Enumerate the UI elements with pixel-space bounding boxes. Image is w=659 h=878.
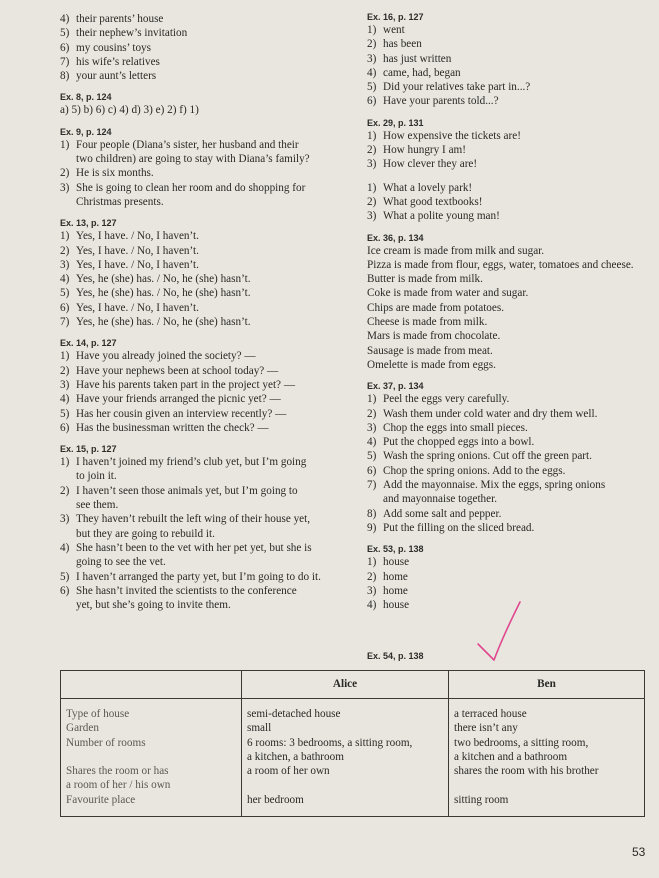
list-item bbox=[60, 541, 342, 570]
answer-list bbox=[60, 455, 342, 612]
list-item bbox=[367, 555, 649, 569]
list-item bbox=[60, 421, 342, 435]
item-text: Has her cousin given an interview recently? — bbox=[76, 407, 287, 420]
ben-cell-line: two bedrooms, a sitting room, bbox=[454, 736, 589, 749]
exercise-36 bbox=[367, 233, 649, 373]
item-text: Yes, I have. / No, I haven’t. bbox=[76, 230, 199, 243]
item-number: 4) bbox=[60, 273, 70, 286]
exercise-title: Ex. 8, p. 124 bbox=[60, 92, 112, 103]
ben-column bbox=[449, 699, 645, 817]
list-item bbox=[367, 37, 649, 51]
item-number: 4) bbox=[60, 541, 70, 554]
page-number: 53 bbox=[632, 845, 646, 859]
item-number: 3) bbox=[367, 210, 377, 223]
item-line: two children) are going to stay with Diana’s family? bbox=[76, 153, 310, 166]
list-item bbox=[60, 315, 342, 329]
list-item bbox=[367, 143, 649, 157]
item-text: What good textbooks! bbox=[383, 195, 483, 208]
item-line: but they are going to rebuild it. bbox=[76, 527, 215, 540]
item-text: house bbox=[383, 599, 410, 612]
item-number: 7) bbox=[60, 316, 70, 329]
ben-cell-line bbox=[454, 778, 639, 792]
row-label: Number of rooms bbox=[66, 736, 146, 749]
item-text: your aunt’s letters bbox=[76, 70, 157, 83]
list-item bbox=[367, 209, 649, 223]
ben-cell-line: there isn’t any bbox=[454, 722, 518, 735]
alice-cell-line: small bbox=[247, 722, 272, 735]
left-column bbox=[60, 12, 342, 621]
answer-line: Chips are made from potatoes. bbox=[367, 301, 505, 314]
item-text: home bbox=[383, 584, 408, 597]
item-number: 8) bbox=[367, 507, 377, 520]
item-number: 2) bbox=[367, 38, 377, 51]
list-item bbox=[367, 392, 649, 406]
item-text: Have you already joined the society? — bbox=[76, 350, 256, 363]
answer-line: Butter is made from milk. bbox=[367, 273, 483, 286]
item-line: I haven’t seen those animals yet, but I’m going to bbox=[76, 484, 298, 497]
item-number: 3) bbox=[367, 421, 377, 434]
header-cell-alice: Alice bbox=[242, 671, 449, 699]
answer-list bbox=[367, 181, 649, 224]
item-line: to join it. bbox=[76, 470, 117, 483]
item-number: 3) bbox=[60, 258, 70, 271]
ben-cell-line: a kitchen and a bathroom bbox=[454, 750, 568, 763]
item-number: 7) bbox=[60, 55, 70, 68]
alice-column bbox=[242, 699, 449, 817]
item-line: Christmas presents. bbox=[76, 195, 164, 208]
item-line: She hasn’t invited the scientists to the conference bbox=[76, 584, 297, 597]
item-text: came, had, began bbox=[383, 66, 461, 79]
item-number: 4) bbox=[367, 436, 377, 449]
exercise-title: Ex. 29, p. 131 bbox=[367, 117, 424, 128]
list-item bbox=[367, 157, 649, 171]
item-number: 2) bbox=[367, 407, 377, 420]
answer-list bbox=[60, 138, 342, 209]
item-number: 8) bbox=[60, 70, 70, 83]
list-item bbox=[367, 421, 649, 435]
list-item bbox=[367, 181, 649, 195]
row-label: a room of her / his own bbox=[66, 779, 171, 792]
exercise-title: Ex. 14, p. 127 bbox=[60, 338, 117, 349]
list-item bbox=[60, 570, 342, 584]
item-number: 5) bbox=[60, 407, 70, 420]
item-number: 1) bbox=[367, 24, 377, 36]
item-text: Did your relatives take part in...? bbox=[383, 81, 531, 94]
item-number: 4) bbox=[367, 66, 377, 79]
list-item bbox=[367, 570, 649, 584]
item-number: 1) bbox=[367, 181, 377, 194]
item-number: 1) bbox=[367, 393, 377, 406]
alice-cell-line bbox=[247, 778, 443, 792]
alice-cell-line: semi-detached house bbox=[247, 708, 341, 720]
row-label bbox=[66, 750, 236, 764]
item-line: see them. bbox=[76, 499, 119, 512]
pen-check-mark-icon bbox=[476, 600, 522, 662]
alice-cell-line: 6 rooms: 3 bedrooms, a sitting room, bbox=[247, 736, 413, 749]
list-item bbox=[60, 378, 342, 392]
list-item bbox=[367, 521, 649, 535]
table-row bbox=[61, 699, 645, 817]
row-label: Garden bbox=[66, 722, 99, 735]
answer-line: Mars is made from chocolate. bbox=[367, 330, 501, 343]
exercise-title: Ex. 54, p. 138 bbox=[367, 651, 424, 661]
list-item bbox=[60, 272, 342, 286]
item-line: Peel the eggs very carefully. bbox=[383, 393, 510, 406]
list-item bbox=[60, 392, 342, 406]
list-item bbox=[60, 41, 342, 55]
exercise-15 bbox=[60, 444, 342, 612]
item-number: 6) bbox=[60, 301, 70, 314]
item-number: 6) bbox=[367, 464, 377, 477]
item-number: 1) bbox=[367, 129, 377, 142]
item-text: my cousins’ toys bbox=[76, 41, 151, 54]
list-item bbox=[367, 464, 649, 478]
exercise-13 bbox=[60, 218, 342, 329]
list-item bbox=[367, 584, 649, 598]
item-line: She is going to clean her room and do shopping for bbox=[76, 181, 306, 194]
item-text: has just written bbox=[383, 52, 452, 65]
answer-line: Coke is made from water and sugar. bbox=[367, 287, 529, 300]
answer-list bbox=[60, 229, 342, 329]
list-item bbox=[367, 52, 649, 66]
item-number: 3) bbox=[60, 181, 70, 194]
item-line: yet, but she’s going to invite them. bbox=[76, 599, 231, 612]
item-number: 5) bbox=[367, 81, 377, 94]
item-text: How expensive the tickets are! bbox=[383, 129, 521, 142]
list-item bbox=[60, 484, 342, 513]
list-item bbox=[367, 435, 649, 449]
item-line: Add the mayonnaise. Mix the eggs, spring onions bbox=[383, 479, 606, 492]
item-text: What a polite young man! bbox=[383, 210, 500, 223]
item-number: 1) bbox=[60, 456, 70, 469]
item-line: Put the filling on the sliced bread. bbox=[383, 521, 535, 534]
list-item bbox=[60, 258, 342, 272]
item-text: Yes, he (she) has. / No, he (she) hasn’t. bbox=[76, 273, 251, 286]
answer-line: Cheese is made from milk. bbox=[367, 316, 488, 329]
item-text: How clever they are! bbox=[383, 158, 478, 171]
exercise-16 bbox=[367, 12, 649, 109]
list-item bbox=[60, 181, 342, 210]
item-number: 6) bbox=[60, 584, 70, 597]
item-number: 3) bbox=[367, 52, 377, 65]
list-item bbox=[60, 138, 342, 167]
item-text: Yes, I have. / No, I haven’t. bbox=[76, 301, 199, 314]
row-label: Shares the room or has bbox=[66, 765, 169, 778]
item-number: 5) bbox=[367, 450, 377, 463]
ben-cell-line: sitting room bbox=[454, 793, 509, 806]
answer-list bbox=[367, 23, 649, 109]
item-number: 1) bbox=[60, 230, 70, 243]
answer-list bbox=[60, 349, 342, 435]
item-text: house bbox=[383, 556, 410, 569]
item-number: 2) bbox=[367, 195, 377, 208]
item-text: home bbox=[383, 570, 408, 583]
item-number: 2) bbox=[60, 244, 70, 257]
item-line: He is six months. bbox=[76, 167, 154, 180]
exercise-title: Ex. 13, p. 127 bbox=[60, 218, 117, 229]
row-label: Favourite place bbox=[66, 793, 136, 806]
item-text: Yes, I have. / No, I haven’t. bbox=[76, 258, 199, 271]
item-number: 5) bbox=[60, 287, 70, 300]
list-item bbox=[60, 584, 342, 613]
item-line: I haven’t joined my friend’s club yet, but I’m going bbox=[76, 456, 307, 469]
item-number: 5) bbox=[60, 27, 70, 40]
item-line: Four people (Diana’s sister, her husband and their bbox=[76, 138, 299, 151]
exercise-8-answers: a) 5) b) 6) c) 4) d) 3) e) 2) f) 1) bbox=[60, 104, 199, 117]
item-text: Yes, he (she) has. / No, he (she) hasn’t. bbox=[76, 287, 251, 300]
list-item bbox=[60, 244, 342, 258]
answer-line: Omelette is made from eggs. bbox=[367, 358, 496, 371]
list-item bbox=[60, 55, 342, 69]
item-number: 1) bbox=[60, 138, 70, 151]
header-cell-empty bbox=[61, 671, 242, 699]
item-number: 4) bbox=[60, 393, 70, 406]
item-line: They haven’t rebuilt the left wing of their house yet, bbox=[76, 513, 311, 526]
item-number: 3) bbox=[60, 513, 70, 526]
item-text: Yes, I have. / No, I haven’t. bbox=[76, 244, 199, 257]
list-item bbox=[367, 66, 649, 80]
list-item bbox=[367, 129, 649, 143]
item-text: Has the businessman written the check? — bbox=[76, 421, 269, 434]
item-line: Add some salt and pepper. bbox=[383, 507, 502, 520]
list-item bbox=[60, 286, 342, 300]
item-number: 2) bbox=[367, 144, 377, 157]
item-line: Put the chopped eggs into a bowl. bbox=[383, 436, 535, 449]
list-item bbox=[60, 12, 342, 26]
item-text: How hungry I am! bbox=[383, 144, 466, 157]
alice-cell-line: a kitchen, a bathroom bbox=[247, 750, 344, 763]
item-number: 6) bbox=[60, 41, 70, 54]
item-number: 2) bbox=[60, 364, 70, 377]
item-number: 3) bbox=[367, 584, 377, 597]
item-line: She hasn’t been to the vet with her pet yet, but she is bbox=[76, 541, 312, 554]
exercise-9 bbox=[60, 127, 342, 209]
item-number: 5) bbox=[60, 570, 70, 583]
header-cell-ben: Ben bbox=[449, 671, 645, 699]
comparison-table bbox=[60, 670, 645, 817]
item-text: Have your friends arranged the picnic yet? — bbox=[76, 393, 281, 406]
list-item bbox=[367, 80, 649, 94]
answer-line: Ice cream is made from milk and sugar. bbox=[367, 244, 545, 257]
list-item bbox=[367, 195, 649, 209]
list-spacer bbox=[367, 172, 649, 181]
answer-line: Sausage is made from meat. bbox=[367, 344, 493, 357]
item-number: 2) bbox=[60, 484, 70, 497]
answer-list bbox=[367, 392, 649, 535]
answer-line: Pizza is made from flour, eggs, water, tomatoes and cheese. bbox=[367, 258, 634, 271]
item-number: 9) bbox=[367, 521, 377, 534]
item-text: their nephew’s invitation bbox=[76, 27, 188, 40]
item-text: went bbox=[383, 24, 405, 36]
list-item bbox=[367, 449, 649, 463]
list-item bbox=[60, 349, 342, 363]
item-line: I haven’t arranged the party yet, but I’m going to do it. bbox=[76, 570, 321, 583]
exercise-title: Ex. 36, p. 134 bbox=[367, 232, 424, 243]
item-line: going to see the vet. bbox=[76, 556, 166, 569]
item-text: his wife’s relatives bbox=[76, 55, 160, 68]
exercise-title: Ex. 53, p. 138 bbox=[367, 544, 424, 555]
exercise-29 bbox=[367, 118, 649, 224]
list-item bbox=[60, 26, 342, 40]
item-number: 6) bbox=[60, 421, 70, 434]
list-item bbox=[60, 364, 342, 378]
exercise-8 bbox=[60, 92, 342, 117]
item-line: Chop the eggs into small pieces. bbox=[383, 421, 528, 434]
ben-cell-line: a terraced house bbox=[454, 708, 527, 720]
item-line: Chop the spring onions. Add to the eggs. bbox=[383, 464, 566, 477]
list-item bbox=[60, 69, 342, 83]
answer-lines bbox=[367, 244, 649, 373]
label-column bbox=[61, 699, 242, 817]
list-item bbox=[367, 507, 649, 521]
exercise-37 bbox=[367, 381, 649, 535]
list-item bbox=[367, 23, 649, 37]
item-number: 4) bbox=[367, 599, 377, 612]
exercise-7-continuation bbox=[60, 12, 342, 83]
list-item bbox=[60, 301, 342, 315]
alice-cell-line: her bedroom bbox=[247, 793, 304, 806]
item-text: has been bbox=[383, 38, 422, 51]
item-number: 2) bbox=[367, 570, 377, 583]
list-item bbox=[60, 512, 342, 541]
item-number: 4) bbox=[60, 13, 70, 25]
item-line: Wash them under cold water and dry them well. bbox=[383, 407, 598, 420]
answer-list bbox=[60, 12, 342, 83]
list-item bbox=[60, 166, 342, 180]
item-number: 1) bbox=[60, 350, 70, 363]
item-text: Have his parents taken part in the project yet? — bbox=[76, 378, 296, 391]
item-number: 3) bbox=[60, 378, 70, 391]
exercise-title: Ex. 16, p. 127 bbox=[367, 12, 424, 22]
item-line: Wash the spring onions. Cut off the green part. bbox=[383, 450, 592, 463]
ben-cell-line: shares the room with his brother bbox=[454, 765, 599, 778]
row-label: Type of house bbox=[66, 708, 130, 720]
item-number: 1) bbox=[367, 556, 377, 569]
list-item bbox=[367, 478, 649, 507]
list-item bbox=[60, 229, 342, 243]
item-number: 7) bbox=[367, 479, 377, 492]
item-number: 6) bbox=[367, 95, 377, 108]
list-item bbox=[367, 407, 649, 421]
right-column bbox=[367, 12, 649, 621]
item-text: What a lovely park! bbox=[383, 181, 473, 194]
list-item bbox=[367, 94, 649, 108]
alice-cell-line: a room of her own bbox=[247, 765, 330, 778]
exercise-title: Ex. 15, p. 127 bbox=[60, 444, 117, 455]
answer-list bbox=[367, 129, 649, 172]
exercise-title: Ex. 37, p. 134 bbox=[367, 381, 424, 392]
exercise-14 bbox=[60, 338, 342, 435]
item-line: and mayonnaise together. bbox=[383, 493, 498, 506]
item-text: Have your parents told...? bbox=[383, 95, 499, 108]
item-number: 3) bbox=[367, 158, 377, 171]
item-number: 2) bbox=[60, 167, 70, 180]
item-text: Yes, he (she) has. / No, he (she) hasn’t. bbox=[76, 316, 251, 329]
exercise-title: Ex. 9, p. 124 bbox=[60, 126, 112, 137]
list-item bbox=[60, 407, 342, 421]
list-item bbox=[60, 455, 342, 484]
table-header-row bbox=[61, 671, 645, 699]
item-text: their parents’ house bbox=[76, 13, 164, 25]
item-text: Have your nephews been at school today? — bbox=[76, 364, 279, 377]
